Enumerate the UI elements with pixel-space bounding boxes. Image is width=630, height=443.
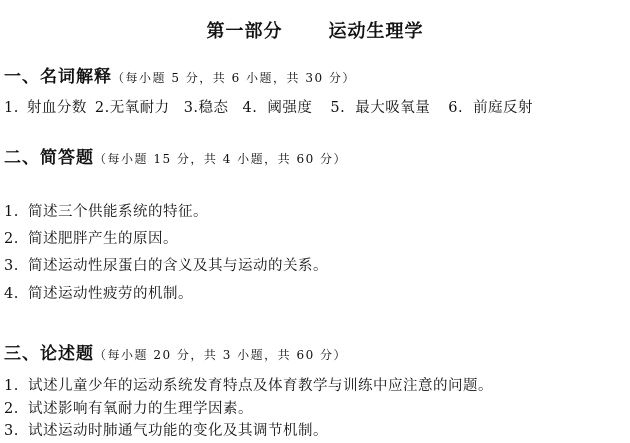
term-item <box>4 100 87 116</box>
term-item <box>95 100 170 116</box>
section3-title: 三、论述题 <box>4 344 94 364</box>
page-title <box>0 17 630 43</box>
item-text: 试述运动时肺通气功能的变化及其调节机制。 <box>28 423 328 439</box>
term-text: 稳态 <box>198 100 229 116</box>
term-text: 最大吸氧量 <box>355 100 431 116</box>
item-number: 2. <box>4 401 19 417</box>
item-text: 试述儿童少年的运动系统发育特点及体育教学与训练中应注意的问题。 <box>28 378 493 394</box>
item-text: 试述影响有氧耐力的生理学因素。 <box>28 401 253 417</box>
term-item <box>448 100 533 116</box>
item-text: 简述肥胖产生的原因。 <box>28 231 178 247</box>
term-item <box>184 100 229 116</box>
subject-label: 运动生理学 <box>328 21 424 42</box>
list-item <box>4 200 208 221</box>
section2-heading <box>4 143 347 168</box>
list-item <box>4 227 178 248</box>
item-text: 简述运动性疲劳的机制。 <box>28 286 193 302</box>
term-text: 前庭反射 <box>473 100 534 116</box>
term-number: 6. <box>448 100 464 116</box>
section1-heading <box>4 62 356 87</box>
item-number: 1. <box>4 378 19 394</box>
term-number: 2. <box>94 100 110 116</box>
list-item <box>4 282 193 303</box>
part-label: 第一部分 <box>206 21 283 42</box>
term-number: 3. <box>183 100 199 116</box>
list-item <box>4 374 493 395</box>
item-number: 2. <box>4 231 19 247</box>
section1-note: （每小题 5 分，共 6 小题，共 30 分） <box>112 71 356 85</box>
item-number: 1. <box>4 204 19 220</box>
term-text: 射血分数 <box>26 100 87 116</box>
list-item <box>4 254 328 275</box>
term-item <box>243 100 313 116</box>
term-number: 5. <box>330 100 346 116</box>
section2-note: （每小题 15 分，共 4 小题，共 60 分） <box>94 152 348 166</box>
section3-heading <box>4 339 347 364</box>
term-item <box>330 100 430 116</box>
list-item <box>4 397 253 418</box>
term-text: 阈强度 <box>267 100 313 116</box>
item-number: 3. <box>4 258 19 274</box>
section1-term-list <box>4 96 533 117</box>
term-number: 4. <box>242 100 258 116</box>
item-text: 简述三个供能系统的特征。 <box>28 204 208 220</box>
item-number: 3. <box>4 423 19 439</box>
section1-title: 一、名词解释 <box>4 67 112 87</box>
item-number: 4. <box>4 286 19 302</box>
section2-title: 二、简答题 <box>4 148 94 168</box>
section3-note: （每小题 20 分，共 3 小题，共 60 分） <box>94 348 348 362</box>
list-item <box>4 419 328 440</box>
item-text: 简述运动性尿蛋白的含义及其与运动的关系。 <box>28 258 328 274</box>
term-number: 1. <box>4 100 19 116</box>
term-text: 无氧耐力 <box>109 100 170 116</box>
